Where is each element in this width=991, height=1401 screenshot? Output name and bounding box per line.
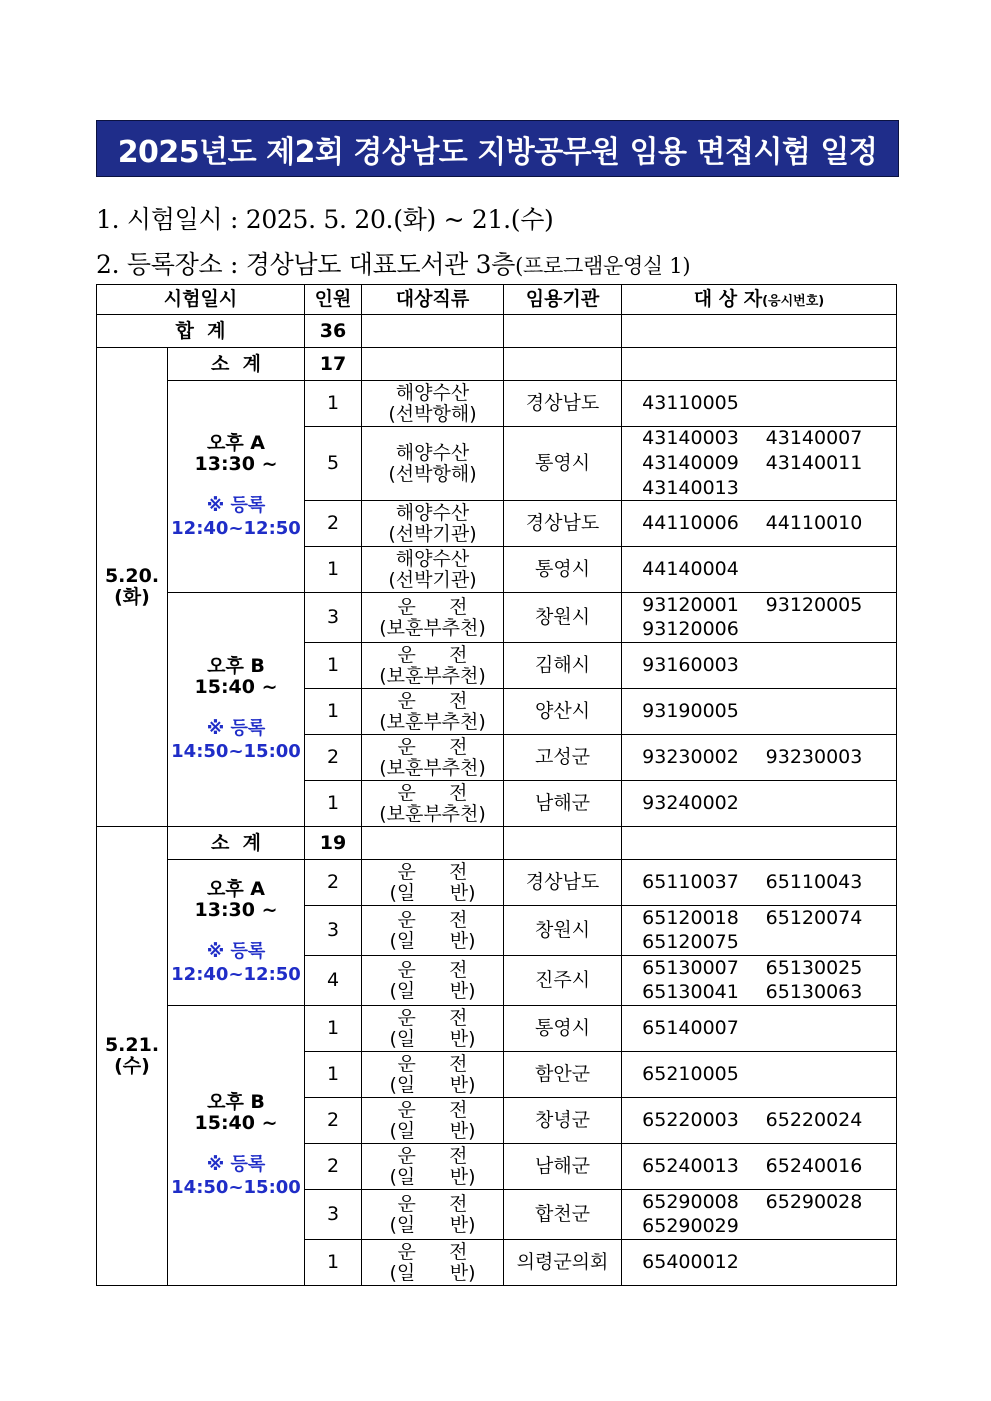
row-count: 3	[305, 593, 362, 643]
total-label	[97, 315, 305, 348]
row-count: 1	[305, 1240, 362, 1286]
candidate-id: 43140011	[765, 451, 863, 474]
empty-cell	[504, 827, 622, 860]
schedule-row	[97, 860, 897, 906]
candidate-id-grid	[622, 558, 896, 582]
job-category: 운 전	[397, 689, 468, 712]
row-agency: 남해군	[504, 781, 622, 827]
job-subcategory: (선박항해)	[388, 402, 477, 425]
job-category: 운 전	[397, 643, 468, 666]
candidate-id: 65130007	[642, 956, 739, 979]
subtotal-label	[168, 827, 305, 860]
row-job	[362, 1190, 504, 1240]
candidate-id: 93120001	[642, 593, 739, 616]
empty-cell	[362, 348, 504, 381]
candidate-id: 65120075	[642, 931, 739, 954]
schedule-table	[96, 284, 897, 1286]
registration-place-line	[96, 245, 690, 281]
candidate-id-grid	[622, 957, 896, 1006]
candidate-id: 65120018	[642, 906, 739, 929]
job-category: 운 전	[397, 958, 468, 981]
session-cell	[168, 860, 305, 1006]
row-agency: 고성군	[504, 735, 622, 781]
job-category: 운 전	[397, 735, 468, 758]
candidate-id: 65140007	[642, 1016, 739, 1039]
job-subcategory: (선박항해)	[388, 462, 477, 485]
row-job	[362, 643, 504, 689]
row-agency: 남해군	[504, 1144, 622, 1190]
registration-label: ※ 등록	[206, 718, 266, 740]
session-gap	[168, 698, 304, 718]
row-ids	[622, 1006, 897, 1052]
row-agency: 창원시	[504, 593, 622, 643]
candidate-id-grid	[622, 427, 896, 500]
row-ids	[622, 781, 897, 827]
candidate-id: 43140007	[765, 427, 863, 449]
day-date-line: (수)	[114, 1055, 150, 1078]
candidate-id: 65290008	[642, 1190, 739, 1213]
row-count: 1	[305, 689, 362, 735]
subtotal-row	[97, 827, 897, 860]
row-job	[362, 381, 504, 427]
registration-label: ※ 등록	[206, 495, 266, 517]
candidate-id: 44110006	[642, 511, 739, 534]
job-category: 운 전	[397, 1098, 468, 1121]
row-count: 1	[305, 1006, 362, 1052]
schedule-row	[97, 1006, 897, 1052]
registration-place-text: 2. 등록장소 : 경상남도 대표도서관 3층	[96, 250, 516, 279]
row-count: 2	[305, 1098, 362, 1144]
job-category: 운 전	[397, 1192, 468, 1215]
candidate-id-grid	[622, 512, 896, 536]
row-ids	[622, 593, 897, 643]
session-name: 오후 A	[206, 878, 266, 901]
session-gap	[168, 475, 304, 495]
row-job	[362, 547, 504, 593]
row-agency: 창원시	[504, 906, 622, 956]
row-ids	[622, 643, 897, 689]
row-job	[362, 427, 504, 501]
session-name: 오후 B	[207, 1091, 265, 1114]
row-count: 1	[305, 381, 362, 427]
row-count: 5	[305, 427, 362, 501]
candidate-id: 43140013	[642, 476, 739, 499]
row-ids	[622, 1052, 897, 1098]
candidate-id: 65220003	[642, 1108, 739, 1131]
candidate-id: 65240013	[642, 1154, 739, 1177]
row-job	[362, 1006, 504, 1052]
row-job	[362, 1240, 504, 1286]
candidate-id-grid	[622, 392, 896, 416]
empty-cell	[622, 348, 897, 381]
row-agency: 진주시	[504, 956, 622, 1006]
row-ids	[622, 860, 897, 906]
subtotal-count: 17	[305, 348, 362, 381]
empty-cell	[504, 315, 622, 348]
candidate-id: 93120005	[765, 593, 863, 616]
row-count: 2	[305, 860, 362, 906]
row-job	[362, 956, 504, 1006]
row-job	[362, 501, 504, 547]
candidate-id-grid	[622, 1063, 896, 1087]
candidate-id: 93230003	[765, 745, 863, 768]
empty-cell	[362, 827, 504, 860]
row-ids	[622, 689, 897, 735]
candidate-id: 43140009	[642, 451, 739, 474]
row-ids	[622, 1190, 897, 1240]
row-job	[362, 689, 504, 735]
row-job	[362, 1098, 504, 1144]
job-category: 운 전	[397, 1052, 468, 1075]
candidate-id: 65400012	[642, 1250, 739, 1273]
header-target-sub: (응시번호)	[762, 294, 825, 310]
candidate-id-grid	[622, 1017, 896, 1041]
subtotal-label	[168, 348, 305, 381]
candidate-id-grid	[622, 1251, 896, 1275]
candidate-id: 65130025	[765, 956, 863, 979]
exam-date-text: 1. 시험일시 : 2025. 5. 20.(화) ~ 21.(수)	[96, 205, 554, 234]
row-agency: 통영시	[504, 547, 622, 593]
row-job	[362, 1052, 504, 1098]
candidate-id: 65210005	[642, 1062, 739, 1085]
candidate-id: 65220024	[765, 1108, 863, 1131]
candidate-id-grid	[622, 1191, 896, 1240]
day-date-line: 5.21.	[104, 1034, 160, 1057]
row-ids	[622, 547, 897, 593]
row-count: 1	[305, 643, 362, 689]
candidate-id-grid	[622, 1155, 896, 1179]
candidate-id: 44110010	[765, 511, 863, 534]
row-agency: 경상남도	[504, 860, 622, 906]
candidate-id: 65290029	[642, 1215, 739, 1238]
candidate-id-grid	[622, 871, 896, 895]
candidate-id: 65240016	[765, 1154, 863, 1177]
row-job	[362, 735, 504, 781]
subtotal-count: 19	[305, 827, 362, 860]
session-cell	[168, 593, 305, 827]
subtotal-row	[97, 348, 897, 381]
row-agency: 합천군	[504, 1190, 622, 1240]
schedule-row	[97, 381, 897, 427]
row-agency: 양산시	[504, 689, 622, 735]
row-agency: 김해시	[504, 643, 622, 689]
job-category: 운 전	[397, 595, 468, 618]
row-agency: 창녕군	[504, 1098, 622, 1144]
total-row	[97, 315, 897, 348]
empty-cell	[622, 827, 897, 860]
registration-label: ※ 등록	[206, 941, 266, 963]
row-ids	[622, 501, 897, 547]
job-subcategory: (일 반)	[389, 1165, 476, 1188]
candidate-id: 65110043	[765, 870, 863, 893]
candidate-id: 65110037	[642, 870, 739, 893]
row-count: 1	[305, 1052, 362, 1098]
header-row	[97, 285, 897, 315]
exam-date-line	[96, 200, 554, 236]
empty-cell	[362, 315, 504, 348]
candidate-id: 43140003	[642, 427, 739, 449]
subtotal-label-text: 소 계	[211, 831, 261, 854]
header-agency: 임용기관	[504, 285, 622, 315]
job-category: 해양수산	[395, 381, 470, 404]
job-category: 운 전	[397, 1006, 468, 1029]
candidate-id: 65290028	[765, 1190, 863, 1213]
row-count: 2	[305, 501, 362, 547]
candidate-id-grid	[622, 907, 896, 956]
candidate-id: 44140004	[642, 557, 739, 580]
job-category: 운 전	[397, 1240, 468, 1263]
session-name: 오후 A	[206, 432, 266, 455]
row-job	[362, 906, 504, 956]
job-subcategory: (보훈부추천)	[379, 664, 486, 687]
candidate-id: 93240002	[642, 791, 739, 814]
job-subcategory: (일 반)	[389, 881, 476, 904]
row-job	[362, 860, 504, 906]
row-count: 3	[305, 906, 362, 956]
registration-time: 14:50~15:00	[171, 740, 301, 762]
job-subcategory: (일 반)	[389, 1073, 476, 1096]
job-subcategory: (선박기관)	[388, 568, 477, 591]
row-job	[362, 1144, 504, 1190]
row-count: 1	[305, 781, 362, 827]
candidate-id-grid	[622, 700, 896, 724]
job-subcategory: (보훈부추천)	[379, 710, 486, 733]
row-agency: 통영시	[504, 427, 622, 501]
day-date-cell	[97, 348, 168, 827]
job-subcategory: (보훈부추천)	[379, 616, 486, 639]
row-agency: 통영시	[504, 1006, 622, 1052]
header-job: 대상직류	[362, 285, 504, 315]
empty-cell	[504, 348, 622, 381]
candidate-id-grid	[622, 1109, 896, 1133]
row-ids	[622, 906, 897, 956]
candidate-id: 93160003	[642, 653, 739, 676]
row-job	[362, 781, 504, 827]
candidate-id-grid	[622, 654, 896, 678]
subtotal-label-text: 소 계	[211, 352, 261, 375]
row-job	[362, 593, 504, 643]
day-date-cell	[97, 827, 168, 1286]
row-agency: 의령군의회	[504, 1240, 622, 1286]
row-ids	[622, 1144, 897, 1190]
schedule-row	[97, 593, 897, 643]
registration-label: ※ 등록	[206, 1154, 266, 1176]
total-count: 36	[305, 315, 362, 348]
job-category: 운 전	[397, 781, 468, 804]
row-ids	[622, 381, 897, 427]
job-subcategory: (일 반)	[389, 1119, 476, 1142]
candidate-id-grid	[622, 792, 896, 816]
job-subcategory: (선박기관)	[388, 522, 477, 545]
session-gap	[168, 1134, 304, 1154]
row-count: 2	[305, 1144, 362, 1190]
document-title: 2025년도 제2회 경상남도 지방공무원 임용 면접시험 일정	[117, 134, 878, 170]
row-count: 1	[305, 547, 362, 593]
registration-time: 12:40~12:50	[171, 517, 301, 539]
title-banner	[96, 120, 899, 177]
row-count: 3	[305, 1190, 362, 1240]
session-gap	[168, 921, 304, 941]
row-agency: 경상남도	[504, 501, 622, 547]
candidate-id: 65130041	[642, 981, 739, 1004]
job-subcategory: (일 반)	[389, 1027, 476, 1050]
job-category: 해양수산	[395, 501, 470, 524]
day-date-line: (화)	[114, 586, 150, 609]
session-cell	[168, 1006, 305, 1286]
candidate-id: 93230002	[642, 745, 739, 768]
candidate-id-grid	[622, 594, 896, 643]
row-agency: 경상남도	[504, 381, 622, 427]
candidate-id: 93190005	[642, 699, 739, 722]
job-subcategory: (보훈부추천)	[379, 756, 486, 779]
empty-cell	[622, 315, 897, 348]
registration-time: 12:40~12:50	[171, 963, 301, 985]
day-date-line: 5.20.	[104, 565, 160, 588]
candidate-id: 65130063	[765, 981, 863, 1004]
candidate-id: 43110005	[642, 391, 739, 414]
total-label-text: 합 계	[175, 319, 226, 342]
row-ids	[622, 427, 897, 501]
header-count: 인원	[305, 285, 362, 315]
row-ids	[622, 735, 897, 781]
job-subcategory: (일 반)	[389, 1261, 476, 1284]
job-category: 운 전	[397, 860, 468, 883]
row-ids	[622, 1098, 897, 1144]
session-time: 15:40 ~	[194, 676, 278, 699]
job-category: 운 전	[397, 908, 468, 931]
header-date: 시험일시	[97, 285, 305, 315]
candidate-id-grid	[622, 746, 896, 770]
session-time: 13:30 ~	[194, 899, 278, 922]
job-subcategory: (일 반)	[389, 1213, 476, 1236]
session-time: 13:30 ~	[194, 453, 278, 476]
row-agency: 함안군	[504, 1052, 622, 1098]
row-ids	[622, 1240, 897, 1286]
registration-room-text: (프로그램운영실 1)	[515, 254, 691, 278]
job-subcategory: (일 반)	[389, 929, 476, 952]
session-cell	[168, 381, 305, 593]
registration-time: 14:50~15:00	[171, 1176, 301, 1198]
row-ids	[622, 956, 897, 1006]
job-category: 해양수산	[395, 547, 470, 570]
candidate-id: 93120006	[642, 618, 739, 641]
header-target-label: 대 상 자	[693, 288, 763, 311]
header-target	[622, 285, 897, 315]
job-subcategory: (일 반)	[389, 979, 476, 1002]
candidate-id: 65120074	[765, 906, 863, 929]
row-count: 4	[305, 956, 362, 1006]
job-subcategory: (보훈부추천)	[379, 802, 486, 825]
job-category: 해양수산	[395, 441, 470, 464]
row-count: 2	[305, 735, 362, 781]
session-name: 오후 B	[207, 655, 265, 678]
job-category: 운 전	[397, 1144, 468, 1167]
session-time: 15:40 ~	[194, 1112, 278, 1135]
